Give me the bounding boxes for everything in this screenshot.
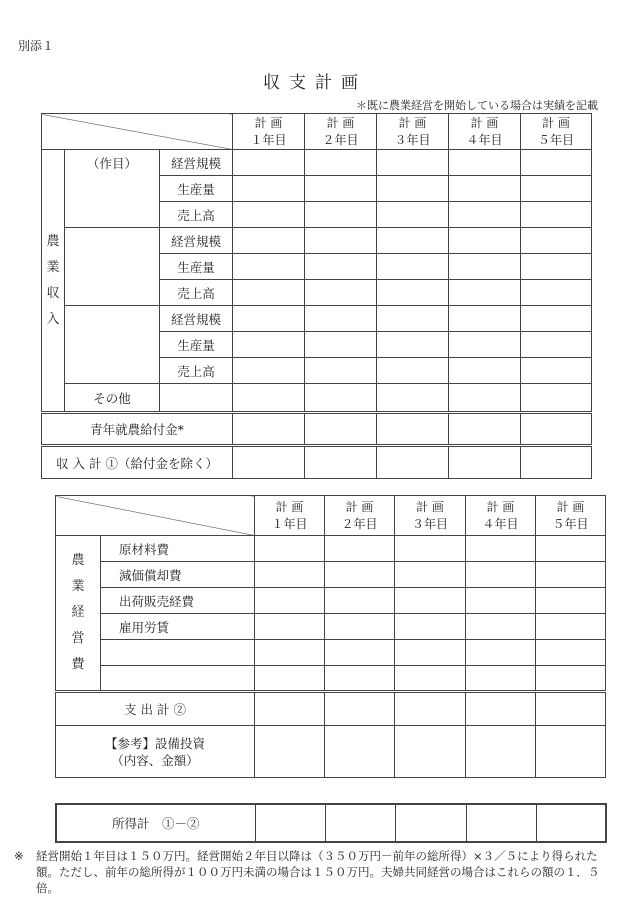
plan-year-2-header: 計 画 ２年目 [325,496,395,536]
labor-wages-label: 雇用労賃 [101,614,255,640]
value-cell[interactable] [536,562,606,588]
value-cell[interactable] [233,280,305,306]
crop-cell-3[interactable] [65,306,160,384]
actual-results-note: ＊既に農業経営を開始している場合は実績を記載 [356,99,598,112]
value-cell[interactable] [377,413,449,446]
value-cell[interactable] [325,640,395,666]
scale-label: 経営規模 [160,306,233,332]
footnote [14,848,612,896]
value-cell[interactable] [466,640,536,666]
value-cell[interactable] [255,640,325,666]
scale-label: 経営規模 [160,228,233,254]
value-cell[interactable] [536,804,606,842]
value-cell[interactable] [233,446,305,479]
value-cell[interactable] [449,254,521,280]
value-cell[interactable] [255,562,325,588]
value-cell[interactable] [377,446,449,479]
raw-materials-label: 原材料費 [101,536,255,562]
value-cell[interactable] [449,202,521,228]
value-cell[interactable] [466,536,536,562]
value-cell[interactable] [255,726,325,778]
plan-year-1-header: 計 画 １年目 [233,114,305,150]
value-cell[interactable] [521,254,592,280]
value-cell[interactable] [521,150,592,176]
value-cell[interactable] [325,804,395,842]
value-cell[interactable] [233,254,305,280]
value-cell[interactable] [233,202,305,228]
value-cell[interactable] [395,804,466,842]
value-cell[interactable] [305,446,377,479]
value-cell[interactable] [325,562,395,588]
production-label: 生産量 [160,254,233,280]
value-cell[interactable] [395,666,466,692]
crop-label: （作目） [86,156,137,171]
value-cell[interactable] [305,306,377,332]
value-cell[interactable] [449,384,521,413]
page-title: 収支計画 [263,73,367,93]
value-cell[interactable] [521,446,592,479]
farm-income-category: 農 業 収 入 [42,150,65,413]
value-cell[interactable] [449,176,521,202]
plan-year-5-header: 計 画 ５年目 [521,114,592,150]
other-detail-cell[interactable] [160,384,233,413]
value-cell[interactable] [377,254,449,280]
value-cell[interactable] [255,804,325,842]
value-cell[interactable] [325,588,395,614]
value-cell[interactable] [395,692,466,726]
value-cell[interactable] [449,332,521,358]
plan-year-4-header: 計 画 ４年目 [449,114,521,150]
value-cell[interactable] [233,176,305,202]
value-cell[interactable] [449,413,521,446]
production-label: 生産量 [160,176,233,202]
value-cell[interactable] [449,306,521,332]
value-cell[interactable] [305,254,377,280]
value-cell[interactable] [536,588,606,614]
value-cell[interactable] [395,614,466,640]
value-cell[interactable] [305,150,377,176]
value-cell[interactable] [449,358,521,384]
value-cell[interactable] [255,666,325,692]
value-cell[interactable] [233,358,305,384]
value-cell[interactable] [377,280,449,306]
blank-expense-item[interactable] [101,640,255,666]
net-income-table [55,803,607,843]
value-cell[interactable] [305,358,377,384]
footnote-text: 経営開始１年目は１５０万円。経営開始２年目以降は（３５０万円－前年の総所得）×３／５により得られた額。ただし、前年の総所得が１００万円未満の場合は１５０万円。夫婦共同経営の場合はこれらの額の１．５倍。 [36,849,600,895]
plan-year-5-header: 計 画 ５年目 [536,496,606,536]
value-cell[interactable] [466,588,536,614]
value-cell[interactable] [449,150,521,176]
value-cell[interactable] [377,202,449,228]
value-cell[interactable] [521,176,592,202]
value-cell[interactable] [305,280,377,306]
subsidy-label: 青年就農給付金* [42,413,233,446]
value-cell[interactable] [449,228,521,254]
value-cell[interactable] [466,804,536,842]
income-total-label: 収 入 計 ①（給付金を除く） [42,446,233,479]
value-cell[interactable] [395,536,466,562]
sales-label: 売上高 [160,358,233,384]
value-cell[interactable] [305,202,377,228]
value-cell[interactable] [255,692,325,726]
value-cell[interactable] [325,666,395,692]
value-cell[interactable] [305,176,377,202]
farm-expense-category: 農 業 経 営 費 [56,536,101,692]
value-cell[interactable] [466,666,536,692]
value-cell[interactable] [233,413,305,446]
value-cell[interactable] [466,614,536,640]
value-cell[interactable] [536,536,606,562]
value-cell[interactable] [305,384,377,413]
value-cell[interactable] [233,384,305,413]
value-cell[interactable] [536,692,606,726]
value-cell[interactable] [325,726,395,778]
value-cell[interactable] [233,228,305,254]
value-cell[interactable] [377,228,449,254]
net-income-label: 所得計 ①－② [56,804,255,842]
sales-label: 売上高 [160,202,233,228]
value-cell[interactable] [377,176,449,202]
header-diagonal-cell [42,114,233,150]
value-cell[interactable] [536,614,606,640]
value-cell[interactable] [521,413,592,446]
crop-cell-2[interactable] [65,228,160,306]
blank-expense-item[interactable] [101,666,255,692]
value-cell[interactable] [325,536,395,562]
value-cell[interactable] [255,536,325,562]
value-cell[interactable] [521,280,592,306]
value-cell[interactable] [305,228,377,254]
depreciation-label: 減価償却費 [101,562,255,588]
value-cell[interactable] [466,562,536,588]
value-cell[interactable] [325,614,395,640]
value-cell[interactable] [521,384,592,413]
expense-table [55,495,606,778]
scale-label: 経営規模 [160,150,233,176]
equipment-investment-label: 【参考】設備投資 （内容、金額） [56,726,255,778]
crop-cell-1[interactable] [65,150,160,228]
value-cell[interactable] [377,332,449,358]
plan-year-2-header: 計 画 ２年目 [305,114,377,150]
value-cell[interactable] [233,150,305,176]
production-label: 生産量 [160,332,233,358]
value-cell[interactable] [466,692,536,726]
value-cell[interactable] [449,446,521,479]
value-cell[interactable] [377,150,449,176]
value-cell[interactable] [521,306,592,332]
plan-year-1-header: 計 画 １年目 [255,496,325,536]
plan-year-4-header: 計 画 ４年目 [466,496,536,536]
footnote-mark: ※ [14,849,24,863]
value-cell[interactable] [395,640,466,666]
value-cell[interactable] [377,306,449,332]
value-cell[interactable] [536,726,606,778]
value-cell[interactable] [395,588,466,614]
value-cell[interactable] [305,332,377,358]
value-cell[interactable] [395,726,466,778]
value-cell[interactable] [377,358,449,384]
value-cell[interactable] [325,692,395,726]
income-table [41,113,592,479]
value-cell[interactable] [305,413,377,446]
value-cell[interactable] [521,358,592,384]
value-cell[interactable] [536,666,606,692]
value-cell[interactable] [521,332,592,358]
expense-total-label: 支 出 計 ② [56,692,255,726]
value-cell[interactable] [255,588,325,614]
value-cell[interactable] [536,640,606,666]
attachment-label: 別添１ [18,39,55,53]
value-cell[interactable] [233,332,305,358]
value-cell[interactable] [466,726,536,778]
header-diagonal-cell [56,496,255,536]
value-cell[interactable] [449,280,521,306]
value-cell[interactable] [395,562,466,588]
other-income-label: その他 [65,384,160,413]
value-cell[interactable] [255,614,325,640]
shipping-sales-label: 出荷販売経費 [101,588,255,614]
value-cell[interactable] [521,202,592,228]
value-cell[interactable] [233,306,305,332]
plan-year-3-header: 計 画 ３年目 [377,114,449,150]
value-cell[interactable] [377,384,449,413]
sales-label: 売上高 [160,280,233,306]
plan-year-3-header: 計 画 ３年目 [395,496,466,536]
value-cell[interactable] [521,228,592,254]
